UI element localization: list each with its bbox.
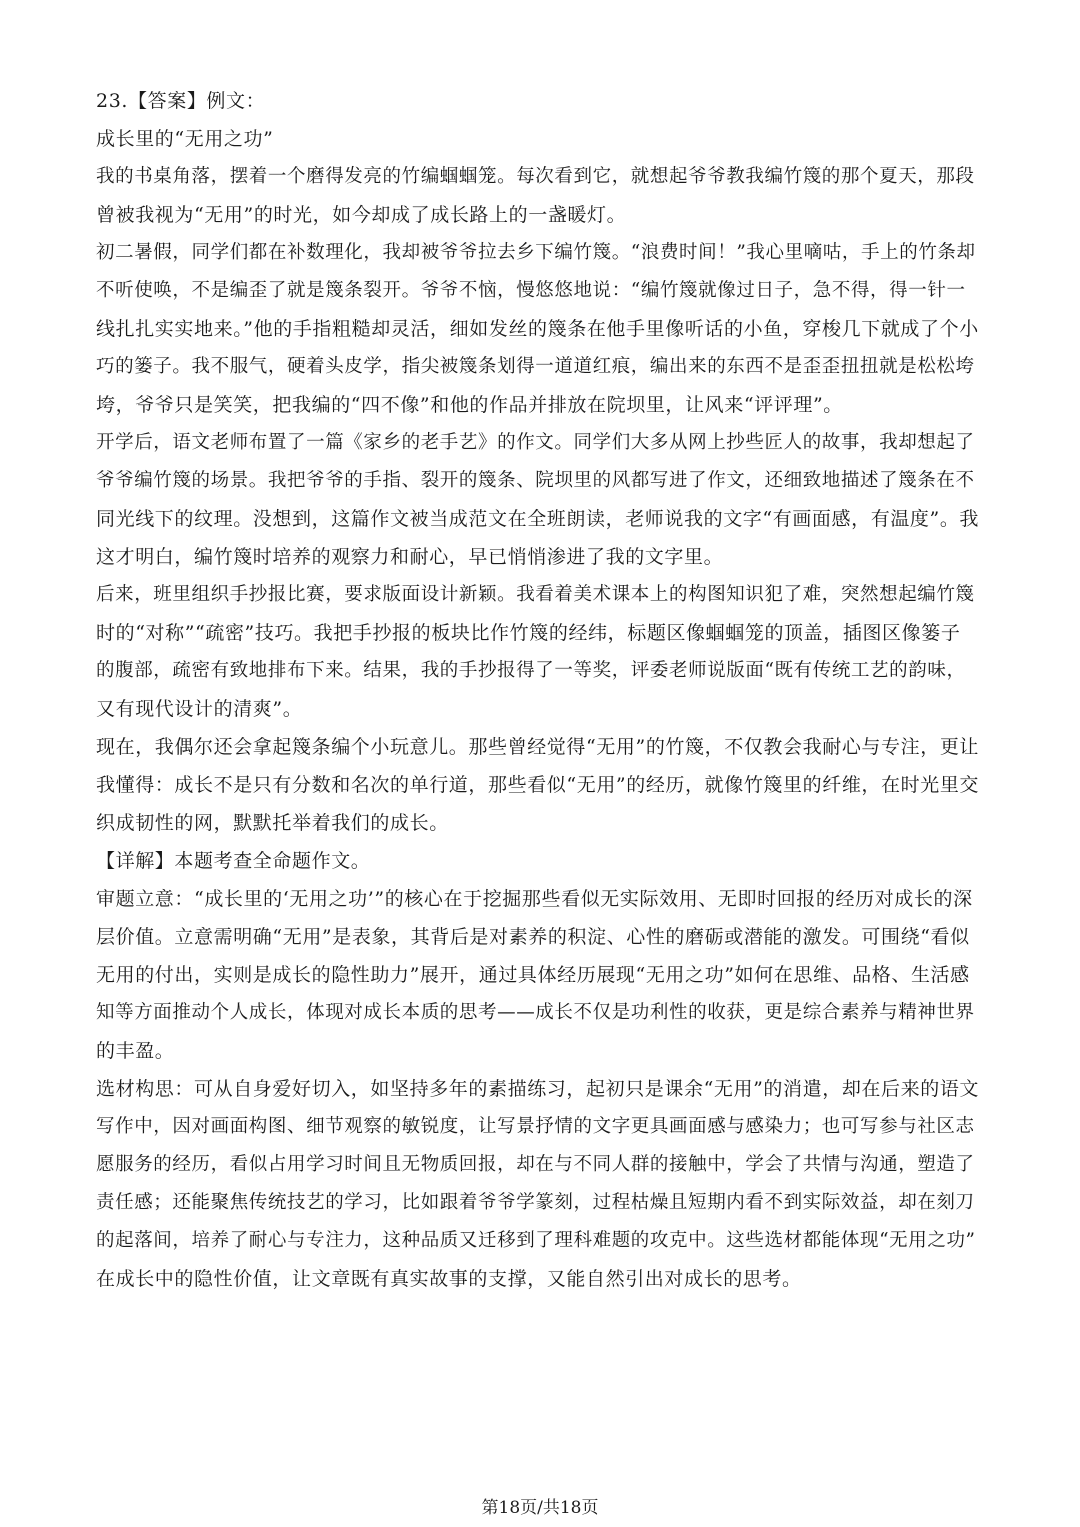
page-number: 第18页/共18页 xyxy=(481,1498,599,1518)
text-line: 知等方面推动个人成长，体现对成长本质的思考——成长不仅是功利性的收获，更是综合素养与精神世界 xyxy=(96,1002,975,1023)
text-line: 开学后，语文老师布置了一篇《家乡的老手艺》的作文。同学们大多从网上抄些匠人的故事，我却想起了 xyxy=(96,432,975,453)
text-line: 选材构思：可从自身爱好切入，如坚持多年的素描练习，起初只是课余“无用”的消遣，却在后来的语文 xyxy=(96,1078,980,1100)
document-body xyxy=(96,82,986,1298)
text-line: 爷爷编竹篾的场景。我把爷爷的手指、裂开的篾条、院坝里的风都写进了作文，还细致地描述了篾条在不 xyxy=(96,470,975,491)
text-line: 我懂得：成长不是只有分数和名次的单行道，那些看似“无用”的经历，就像竹篾里的纤维，在时光里交 xyxy=(96,774,980,796)
text-line: 层价值。立意需明确“无用”是表象，其背后是对素养的积淀、心性的磨砺或潜能的激发。可围绕“看似 xyxy=(96,926,970,948)
text-line: 线扎扎实实地来。”他的手指粗糙却灵活，细如发丝的篾条在他手里像听话的小鱼，穿梭几下就成了个小 xyxy=(96,318,979,340)
text-line: 愿服务的经历，看似占用学习时间且无物质回报，却在与不同人群的接触中，学会了共情与沟通，塑造了 xyxy=(96,1154,975,1175)
text-line: 责任感；还能聚焦传统技艺的学习，比如跟着爷爷学篆刻，过程枯燥且短期内看不到实际效益，却在刻刀 xyxy=(96,1192,975,1213)
text-line: 垮，爷爷只是笑笑，把我编的“四不像”和他的作品并排放在院坝里，让风来“评评理”。 xyxy=(96,394,843,416)
text-line: 这才明白，编竹篾时培养的观察力和耐心，早已悄悄渗进了我的文字里。 xyxy=(96,546,724,568)
text-line: 的腹部，疏密有致地排布下来。结果，我的手抄报得了一等奖，评委老师说版面“既有传统工艺的韵味， xyxy=(96,660,966,681)
text-line: 23.【答案】例文： xyxy=(96,90,266,112)
text-line: 成长里的“无用之功” xyxy=(96,128,274,150)
text-line: 无用的付出，实则是成长的隐性助力”展开，通过具体经历展现“无用之功”如何在思维、品格、生活感 xyxy=(96,964,970,986)
text-line: 的起落间，培养了耐心与专注力，这种品质又迁移到了理科难题的攻克中。这些选材都能体现“无用之功” xyxy=(96,1230,976,1251)
text-line: 审题立意：“成长里的‘无用之功’”的核心在于挖掘那些看似无实际效用、无即时回报的经历对成长的深 xyxy=(96,888,973,910)
text-line: 同光线下的纹理。没想到，这篇作文被当成范文在全班朗读，老师说我的文字“有画面感，有温度”。我 xyxy=(96,508,980,530)
text-line: 巧的篓子。我不服气，硬着头皮学，指尖被篾条划得一道道红痕，编出来的东西不是歪歪扭扭就是松松垮 xyxy=(96,356,975,377)
text-line: 织成韧性的网，默默托举着我们的成长。 xyxy=(96,812,449,834)
text-line: 后来，班里组织手抄报比赛，要求版面设计新颖。我看着美术课本上的构图知识犯了难，突然想起编竹篾 xyxy=(96,584,975,605)
text-line: 【详解】本题考查全命题作文。 xyxy=(96,850,371,872)
text-line: 的丰盈。 xyxy=(96,1040,175,1062)
text-line: 时的“对称”“疏密”技巧。我把手抄报的板块比作竹篾的经纬，标题区像蝈蝈笼的顶盖，插图区像篓子 xyxy=(96,622,961,644)
text-line: 初二暑假，同学们都在补数理化，我却被爷爷拉去乡下编竹篾。“浪费时间！”我心里嘀咕，手上的竹条却 xyxy=(96,242,976,263)
text-line: 现在，我偶尔还会拿起篾条编个小玩意儿。那些曾经觉得“无用”的竹篾，不仅教会我耐心与专注，更让 xyxy=(96,736,980,758)
text-line: 不听使唤，不是编歪了就是篾条裂开。爷爷不恼，慢悠悠地说：“编竹篾就像过日子，急不得，得一针一 xyxy=(96,280,966,301)
text-line: 曾被我视为“无用”的时光，如今却成了成长路上的一盏暖灯。 xyxy=(96,204,627,226)
text-line: 又有现代设计的清爽”。 xyxy=(96,698,303,720)
text-line: 在成长中的隐性价值，让文章既有真实故事的支撑，又能自然引出对成长的思考。 xyxy=(96,1268,802,1290)
text-line: 写作中，因对画面构图、细节观察的敏锐度，让写景抒情的文字更具画面感与感染力；也可写参与社区志 xyxy=(96,1116,975,1137)
text-line: 我的书桌角落，摆着一个磨得发亮的竹编蝈蝈笼。每次看到它，就想起爷爷教我编竹篾的那个夏天，那段 xyxy=(96,166,975,187)
